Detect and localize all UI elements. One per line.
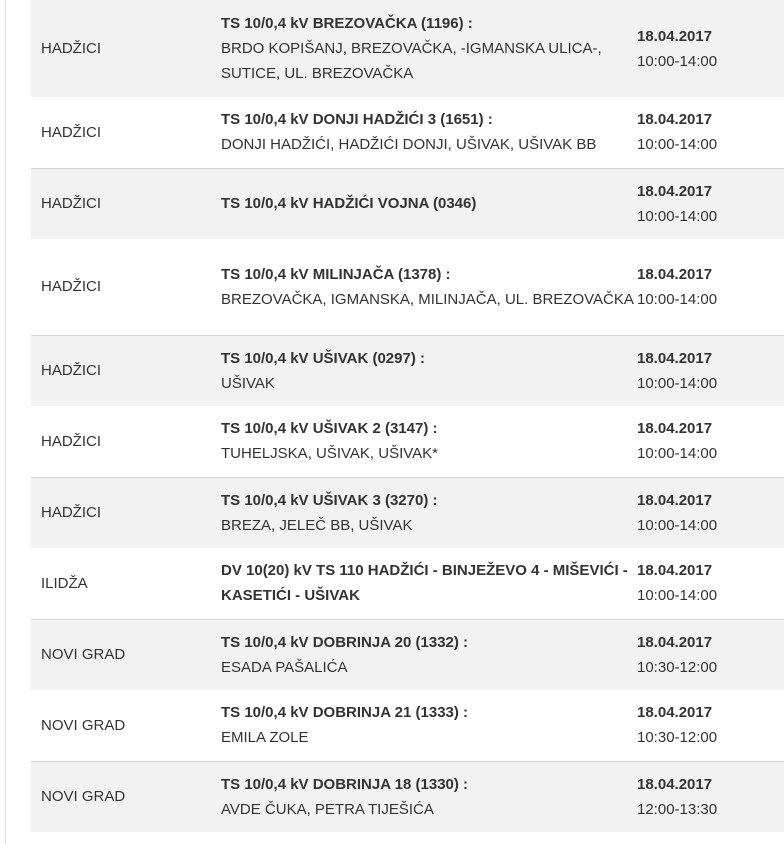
table-row xyxy=(31,0,784,97)
station-name: TS 10/0,4 kV UŠIVAK (0297) : xyxy=(221,349,425,367)
time-cell xyxy=(637,477,784,548)
station-cell xyxy=(221,168,637,239)
station-cell xyxy=(221,619,637,690)
area-cell: HADŽICI xyxy=(41,278,101,296)
station-streets: AVDE ČUKA, PETRA TIJEŠIĆA xyxy=(221,800,434,818)
table-row xyxy=(31,335,784,406)
outage-date: 18.04.2017 xyxy=(637,111,713,129)
station-streets: ESADA PAŠALIĆA xyxy=(221,658,348,676)
table-row xyxy=(31,761,784,832)
time-cell xyxy=(637,761,784,832)
table-row xyxy=(31,406,784,477)
table-row xyxy=(31,97,784,168)
station-cell xyxy=(221,335,637,406)
outage-date: 18.04.2017 xyxy=(637,27,713,45)
time-cell xyxy=(637,0,784,97)
station-name: TS 10/0,4 kV DOBRINJA 20 (1332) : xyxy=(221,633,469,651)
area-cell: NOVI GRAD xyxy=(31,619,221,690)
station-name: TS 10/0,4 kV MILINJAČA (1378) : xyxy=(221,265,451,283)
area-cell: HADŽICI xyxy=(41,432,101,450)
table-row xyxy=(31,239,784,335)
station-cell xyxy=(221,548,637,619)
area-cell: HADŽICI xyxy=(31,168,221,239)
station-name: TS 10/0,4 kV UŠIVAK 2 (3147) : xyxy=(221,420,438,438)
outage-date: 18.04.2017 xyxy=(637,491,713,509)
time-cell xyxy=(637,690,784,761)
station-cell xyxy=(221,406,637,477)
outage-time: 10:00-14:00 xyxy=(637,136,718,154)
station-streets: EMILA ZOLE xyxy=(221,729,309,747)
area-cell: ILIDŽA xyxy=(41,574,88,592)
station-cell xyxy=(221,239,637,335)
station-cell xyxy=(221,690,637,761)
outage-time: 12:00-13:30 xyxy=(637,800,718,818)
station-name: TS 10/0,4 kV UŠIVAK 3 (3270) : xyxy=(221,491,438,509)
outage-time: 10:00-14:00 xyxy=(637,52,718,70)
time-cell xyxy=(637,239,784,335)
outage-date: 18.04.2017 xyxy=(637,775,713,793)
table-row xyxy=(31,619,784,690)
outage-time: 10:30-12:00 xyxy=(637,658,718,676)
station-streets: UŠIVAK xyxy=(221,374,275,392)
left-divider xyxy=(5,0,6,844)
time-cell xyxy=(637,548,784,619)
area-cell: HADŽICI xyxy=(31,0,221,97)
outage-date: 18.04.2017 xyxy=(637,182,713,200)
station-name: TS 10/0,4 kV BREZOVAČKA (1196) : xyxy=(221,15,473,32)
outage-date: 18.04.2017 xyxy=(637,349,713,367)
outage-time: 10:00-14:00 xyxy=(637,445,718,463)
station-cell xyxy=(221,0,637,97)
outage-table xyxy=(31,0,784,832)
station-name: TS 10/0,4 kV DOBRINJA 18 (1330) : xyxy=(221,775,469,793)
outage-time: 10:00-14:00 xyxy=(637,290,718,308)
station-name: TS 10/0,4 kV DOBRINJA 21 (1333) : xyxy=(221,704,469,722)
outage-date: 18.04.2017 xyxy=(637,562,713,580)
area-cell: HADŽICI xyxy=(31,477,221,548)
station-name: DV 10(20) kV TS 110 HADŽIĆI - BINJEŽEVO 4 - MIŠEVIĆI - KASETIĆI - UŠIVAK xyxy=(221,562,628,605)
time-cell xyxy=(637,97,784,168)
outage-date: 18.04.2017 xyxy=(637,633,713,651)
station-streets: BREZOVAČKA, IGMANSKA, MILINJAČA, UL. BREZOVAČKA xyxy=(221,290,634,308)
table-row xyxy=(31,477,784,548)
table-row xyxy=(31,168,784,239)
outage-time: 10:30-12:00 xyxy=(637,729,718,747)
outage-date: 18.04.2017 xyxy=(637,420,713,438)
outage-date: 18.04.2017 xyxy=(637,265,713,283)
station-streets: BREZA, JELEČ BB, UŠIVAK xyxy=(221,516,413,534)
station-streets: DONJI HADŽIĆI, HADŽIĆI DONJI, UŠIVAK, UŠIVAK BB xyxy=(221,136,597,154)
outage-time: 10:00-14:00 xyxy=(637,516,718,534)
area-cell: HADŽICI xyxy=(41,123,101,141)
station-streets: TUHELJSKA, UŠIVAK, UŠIVAK* xyxy=(221,445,439,463)
station-cell xyxy=(221,477,637,548)
outage-time: 10:00-14:00 xyxy=(637,207,718,225)
station-streets: BRDO KOPIŠANJ, BREZOVAČKA, -IGMANSKA ULICA-, SUTICE, UL. BREZOVAČKA xyxy=(221,40,602,82)
table-row xyxy=(31,690,784,761)
time-cell xyxy=(637,619,784,690)
time-cell xyxy=(637,335,784,406)
station-cell xyxy=(221,97,637,168)
station-name: TS 10/0,4 kV DONJI HADŽIĆI 3 (1651) : xyxy=(221,111,493,129)
station-cell xyxy=(221,761,637,832)
station-name: TS 10/0,4 kV HADŽIĆI VOJNA (0346) xyxy=(221,195,477,213)
time-cell xyxy=(637,168,784,239)
table-row xyxy=(31,548,784,619)
outage-time: 10:00-14:00 xyxy=(637,587,718,605)
time-cell xyxy=(637,406,784,477)
area-cell: NOVI GRAD xyxy=(31,761,221,832)
outage-date: 18.04.2017 xyxy=(637,704,713,722)
area-cell: HADŽICI xyxy=(31,335,221,406)
outage-time: 10:00-14:00 xyxy=(637,374,718,392)
area-cell: NOVI GRAD xyxy=(41,716,126,734)
